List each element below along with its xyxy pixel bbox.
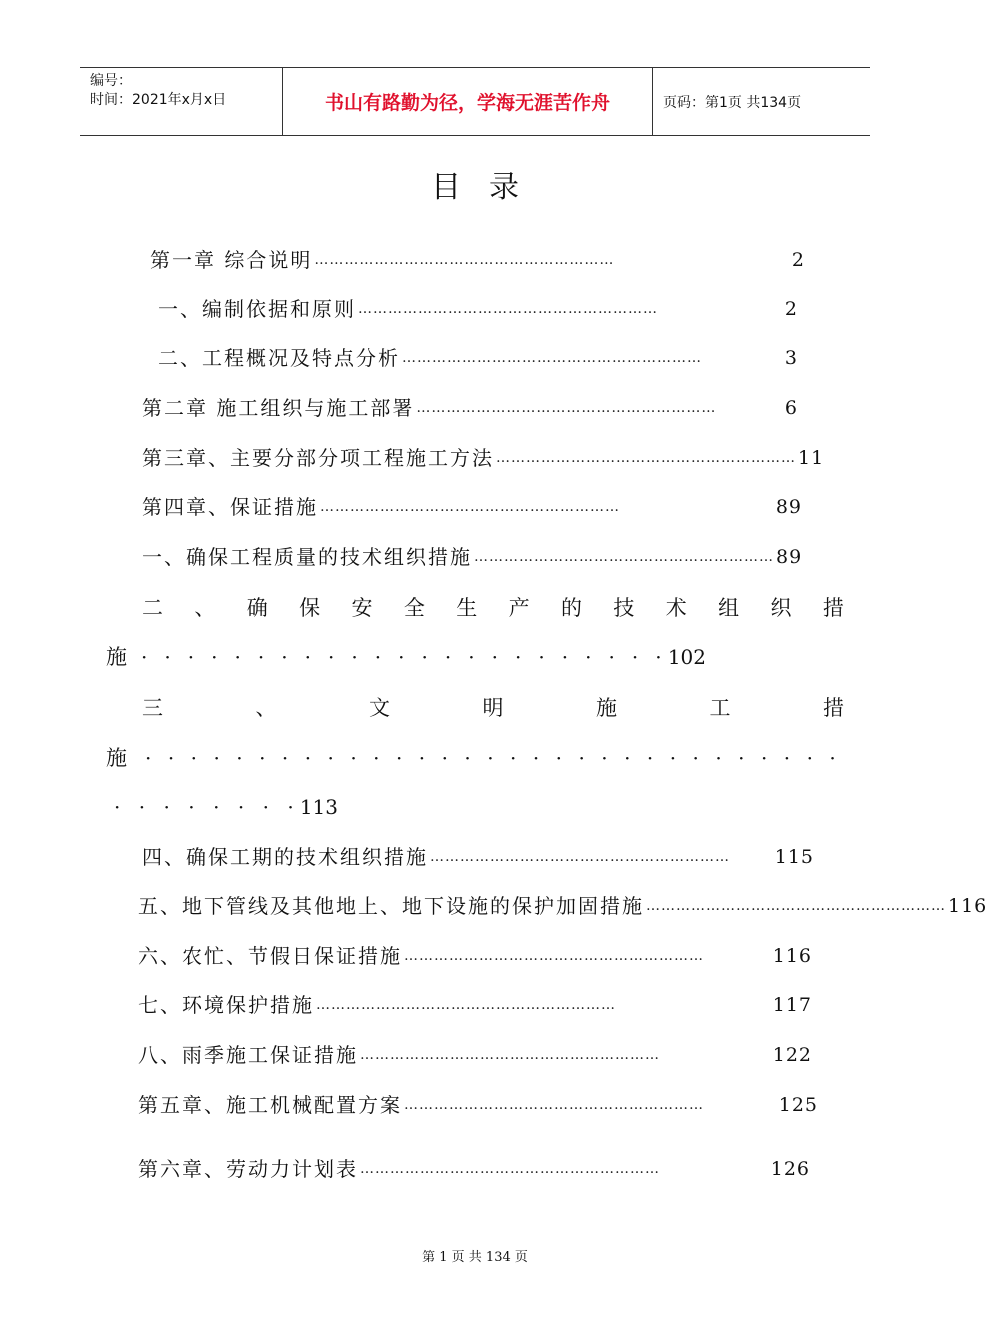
toc-char: 生: [456, 596, 478, 620]
toc-entry-safety-line1[interactable]: [142, 591, 844, 625]
toc-entry[interactable]: [142, 540, 802, 574]
toc-char: 术: [665, 596, 687, 620]
toc-char: 、: [255, 696, 277, 720]
toc-entry-label: 四、确保工期的技术组织措施: [142, 845, 428, 869]
toc-char: 确: [246, 596, 268, 620]
toc-entry-label: 一、编制依据和原则: [158, 297, 356, 321]
toc-entry-leader: · · · · · · · · · · · · · · · · · · · · · · ·: [141, 645, 662, 669]
toc-entry[interactable]: [142, 441, 825, 475]
motto: 书山有路勤为径，学海无涯苦作舟: [324, 92, 610, 114]
toc-entry-label: 第四章、保证措施: [142, 495, 318, 519]
toc-entry[interactable]: [142, 490, 802, 524]
toc-entry-civil-line2[interactable]: [106, 741, 836, 775]
toc-char: 安: [351, 596, 373, 620]
toc-entry-page: 89: [776, 546, 803, 568]
toc-entry-label: 二、工程概况及特点分析: [158, 346, 400, 370]
toc-entry-page: 117: [772, 994, 812, 1016]
toc-entry-safety-line2[interactable]: [106, 640, 706, 674]
toc-entry-page: 115: [774, 846, 814, 868]
toc-entry-label: 第五章、施工机械配置方案: [138, 1093, 402, 1117]
toc-char: 全: [403, 596, 425, 620]
toc-entry-leader: ……………………………………………………: [416, 400, 717, 416]
toc-entry-leader: ……………………………………………………: [404, 948, 704, 964]
toc-entry-page: 126: [770, 1158, 810, 1180]
toc-entry-leader: ……………………………………………………: [404, 1097, 704, 1113]
page-title: 目录: [431, 170, 547, 205]
toc-entry-label: 第六章、劳动力计划表: [138, 1157, 358, 1181]
toc-entry-page: 2: [791, 249, 805, 271]
toc-entry-page: 125: [778, 1094, 818, 1116]
toc-entry-leader: ……………………………………………………: [430, 849, 730, 865]
code-label: 编号：: [90, 73, 132, 89]
toc-char: 措: [822, 596, 844, 620]
toc-entry-page: 102: [667, 645, 706, 669]
toc-entry[interactable]: [138, 939, 812, 973]
toc-entry-page: 11: [798, 447, 825, 469]
toc-char: 组: [718, 596, 740, 620]
toc-entry[interactable]: [158, 292, 798, 326]
toc-entry-label: 一、确保工程质量的技术组织措施: [142, 545, 472, 569]
toc-char: 施: [106, 746, 127, 770]
toc-char: 、: [194, 596, 216, 620]
time-label: 时间：2021年x月x日: [90, 92, 227, 108]
toc-entry-page: 6: [784, 397, 798, 419]
toc-entry[interactable]: [142, 840, 814, 874]
page-footer: 第 1 页 共 134 页: [422, 1250, 528, 1265]
toc-char: 技: [613, 596, 635, 620]
toc-char: 措: [823, 696, 844, 720]
toc-entry-leader: ……………………………………………………: [496, 450, 796, 466]
toc-entry-leader: ……………………………………………………: [360, 1047, 660, 1063]
toc-entry[interactable]: [150, 243, 805, 277]
toc-entry[interactable]: [138, 889, 987, 923]
toc-entry-label: 七、环境保护措施: [138, 993, 314, 1017]
toc-entry-label: 第三章、主要分部分项工程施工方法: [142, 446, 494, 470]
toc-entry-page: 89: [775, 496, 802, 518]
toc-entry-label: 第二章 施工组织与施工部署: [142, 396, 415, 420]
toc-entry-civil-line1[interactable]: [142, 691, 844, 725]
toc-entry-label: 五、地下管线及其他地上、地下设施的保护加固措施: [138, 894, 644, 918]
toc-char: 施: [106, 645, 127, 669]
toc-entry[interactable]: [138, 1038, 812, 1072]
toc-entry[interactable]: [138, 1152, 810, 1186]
toc-char: 保: [299, 596, 321, 620]
toc-char: 的: [561, 596, 582, 620]
toc-entry-label: 八、雨季施工保证措施: [138, 1043, 358, 1067]
toc-entry-page: 113: [299, 795, 338, 819]
toc-entry-leader: ……………………………………………………: [314, 252, 615, 268]
toc-char: 三: [142, 696, 163, 720]
toc-entry-civil-line3[interactable]: [114, 790, 338, 824]
toc-entry-leader: ……………………………………………………: [316, 997, 616, 1013]
toc-entry-page: 3: [784, 347, 798, 369]
toc-char: 织: [770, 596, 792, 620]
toc-entry-leader: ……………………………………………………: [646, 898, 946, 914]
page-info: 页码：第1页 共134页: [663, 94, 802, 111]
toc-entry-leader: ……………………………………………………: [358, 301, 658, 317]
toc-char: 二: [142, 596, 163, 620]
toc-entry[interactable]: [138, 1088, 818, 1122]
toc-char: 施: [596, 696, 617, 720]
toc-entry[interactable]: [158, 341, 798, 375]
toc-entry-leader: ……………………………………………………: [402, 350, 702, 366]
toc-char: 明: [482, 696, 504, 720]
toc-entry-page: 116: [772, 945, 812, 967]
toc-entry[interactable]: [138, 988, 812, 1022]
toc-char: 工: [709, 696, 731, 720]
toc-entry-leader: ……………………………………………………: [360, 1161, 660, 1177]
toc-entry-leader: · · · · · · · · · · · · · · · · · · · · · · · · · · · · · · ·: [145, 746, 836, 770]
toc-entry[interactable]: [142, 391, 798, 425]
toc-entry-label: 六、农忙、节假日保证措施: [138, 944, 402, 968]
toc-entry-page: 2: [784, 298, 798, 320]
toc-entry-leader: ……………………………………………………: [474, 549, 774, 565]
toc-entry-page: 116: [948, 895, 987, 917]
toc-entry-page: 122: [772, 1044, 812, 1066]
toc-entry-leader: · · · · · · · ·: [114, 795, 294, 819]
toc-entry-label: 第一章 综合说明: [150, 248, 313, 272]
toc-entry-leader: ……………………………………………………: [320, 499, 620, 515]
toc-char: 文: [369, 696, 390, 720]
toc-char: 产: [508, 596, 530, 620]
